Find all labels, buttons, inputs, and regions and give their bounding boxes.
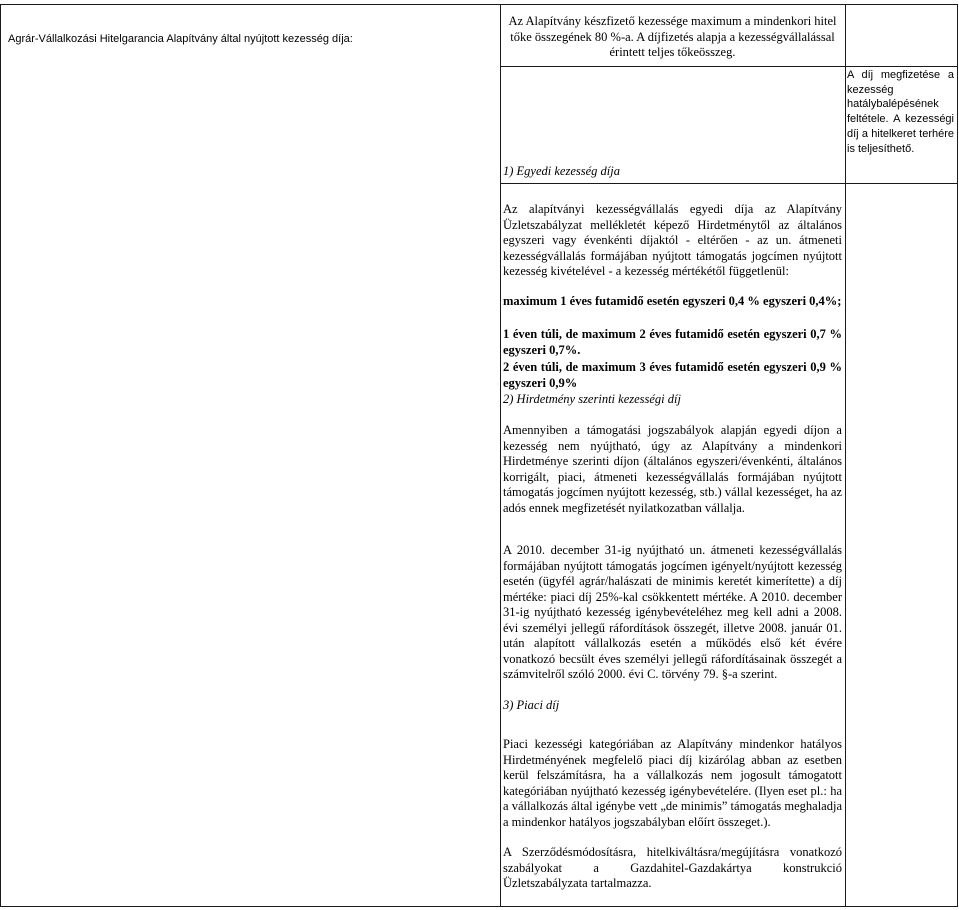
column-divider-right <box>845 4 846 907</box>
rate-item: 1 éven túli, de maximum 2 éves futamidő esetén egyszeri 0,7 % egyszeri 0,7%. <box>503 327 842 357</box>
table-top-border <box>0 4 958 5</box>
table-right-border <box>957 4 958 907</box>
section-3-paragraph: Piaci kezességi kategóriában az Alapítvány mindenkor hatályos Hirdetményének megfelelő piaci díj kizárólag abban az esetben kerül felszámításra, ha a vállalkozás nem jogosult támogatott kategóriában nyújtható kezesség igénybevételére. (Ilyen eset pl.: ha a vállalkozás által igénybe vett „de minimis” támogatás meghaladja a mindenkor hatályos jogszabályban előírt összeget.). <box>503 737 842 829</box>
row-title: Agrár-Vállalkozási Hitelgarancia Alapítvány által nyújtott kezesség díja: <box>8 33 353 45</box>
guarantee-intro: Az Alapítvány készfizető kezessége maximum a mindenkori hitel tőke összegének 80 %-a. A díjfizetés alapja a kezességvállalással érintett teljes tőkeösszeg. <box>508 14 837 59</box>
row-divider-1 <box>500 66 958 67</box>
section-1-paragraph: Az alapítványi kezességvállalás egyedi díja az Alapítvány Üzletszabályzat mellékletét képező Hirdetménytől az általános egyszeri vagy évenkénti díjaktól - eltérően - az un. átmeneti kezességvállalás formájában nyújtott támogatás jogcímen nyújtott kezesség kivételével - a kezesség mértékétől függetlenül: <box>503 202 842 278</box>
rate-item: maximum 1 éves futamidő esetén egyszeri 0,4 % egyszeri 0,4%; <box>503 294 842 308</box>
section-1-heading: 1) Egyedi kezesség díja <box>503 164 620 178</box>
section-2-paragraph: Amennyiben a támogatási jogszabályok alapján egyedi díjon a kezesség nem nyújtható, úgy az Alapítvány a mindenkori Hirdetménye szerinti díjon (általános egyszeri/évenkénti, általános korrigált, piaci, átmeneti kezességvállalás formájában nyújtott támogatás jogcímen nyújtott kezesség, stb.) vállal kezességet, ha az adós ennek megfizetését nyilatkozatban vállalja. <box>503 423 842 515</box>
row-divider-2 <box>500 183 958 184</box>
section-2-heading: 2) Hirdetmény szerinti kezességi díj <box>503 392 681 406</box>
payment-condition-note: A díj megfizetése a kezesség hatálybalépésének feltétele. A kezességi díj a hitelkeret terhére is teljesíthető. <box>847 69 954 155</box>
column-divider-left <box>500 4 501 907</box>
table-left-border <box>0 4 1 907</box>
transitional-guarantee-note: A 2010. december 31-ig nyújtható un. átmeneti kezességvállalás formájában nyújtott támogatás jogcímen igényelt/nyújtott kezesség esetén (ügyfél agrár/halászati de minimis keretét kimerítette) a díj mértéke: piaci díj 25%-kal csökkentett mértéke. A 2010. december 31-ig nyújtható kezesség igénybevételéhez meg kell adni a 2008. évi személyi jellegű ráfordítások összegét, illetve 2008. január 01. után alapított vállalkozás esetén a működés első két évére vonatkozó becsült éves személyi jellegű ráfordításainak összegét a számvitelről szóló 2000. évi C. törvény 79. §-a szerint. <box>503 543 842 681</box>
amendment-note: A Szerződésmódosításra, hitelkiváltásra/megújításra vonatkozó szabályokat a Gazdahitel-Gazdakártya konstrukció Üzletszabályzata tartalmazza. <box>503 845 842 890</box>
table-bottom-border <box>0 906 958 907</box>
section-3-heading: 3) Piaci díj <box>503 698 560 712</box>
rate-item: 2 éven túli, de maximum 3 éves futamidő esetén egyszeri 0,9 % egyszeri 0,9% <box>503 360 842 390</box>
